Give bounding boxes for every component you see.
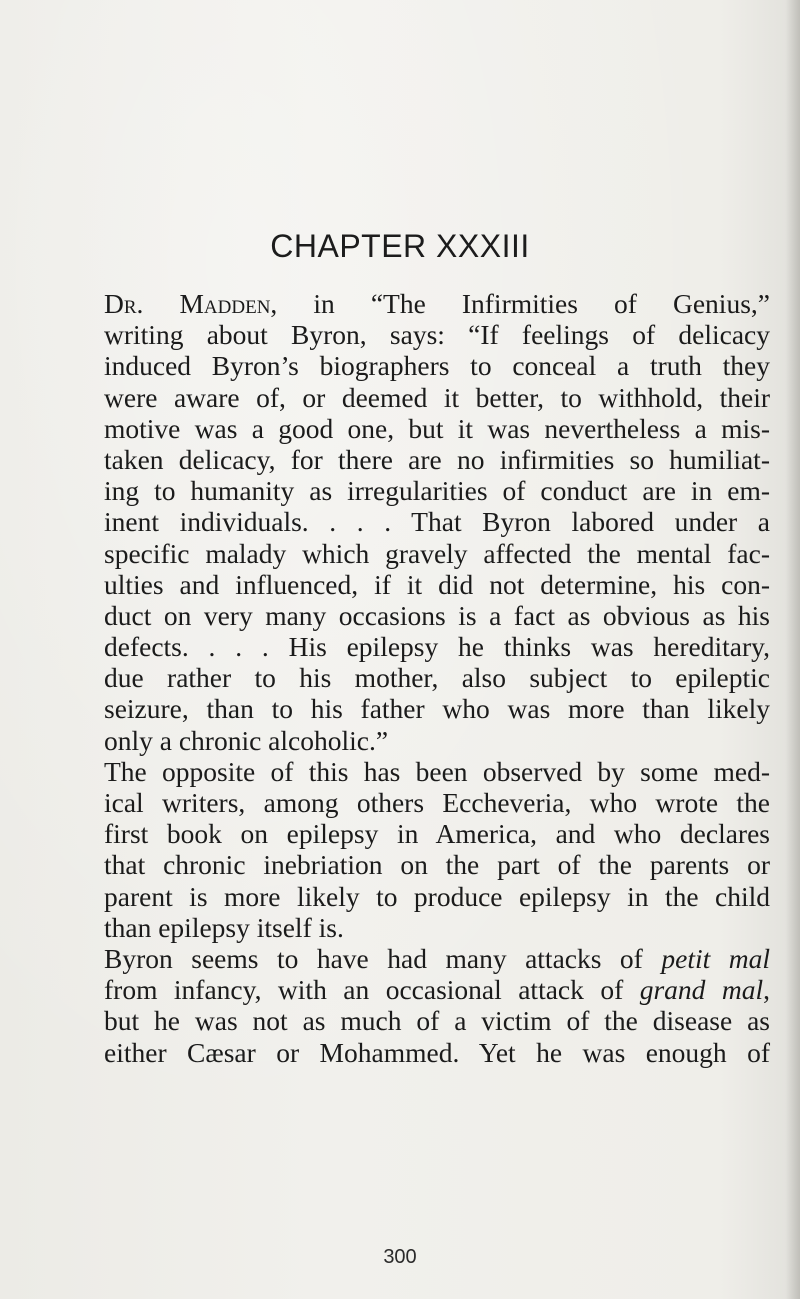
page-number: 300 — [383, 1246, 417, 1268]
text-line: inent individuals. . . . That Byron labored under a — [104, 506, 770, 538]
text-line: first book on epilepsy in America, and who declares — [104, 818, 770, 850]
text-line: duct on very many occasions is a fact as obvious as his — [104, 599, 770, 631]
text-line: writing about Byron, says: “If feelings of delicacy — [104, 319, 770, 351]
page-edge-shadow — [786, 0, 800, 1299]
text-line: ing to humanity as irregularities of conduct are in em- — [104, 475, 770, 507]
text-line: ulties and influenced, if it did not determine, his con- — [104, 568, 770, 600]
text-line: but he was not as much of a victim of the disease as — [104, 1005, 770, 1037]
text-line: ical writers, among others Eccheveria, who wrote the — [104, 787, 770, 818]
chapter-heading: CHAPTER XXXIII — [270, 228, 530, 264]
text-line: either Cæsar or Mohammed. Yet he was enough of — [104, 1036, 770, 1068]
text-line: due rather to his mother, also subject to epileptic — [104, 662, 770, 694]
text-line: motive was a good one, but it was nevertheless a mis- — [104, 412, 770, 444]
text-line: parent is more likely to produce epilepsy in the child — [104, 880, 770, 912]
text-line: than epilepsy itself is. — [104, 911, 344, 943]
text-line: only a chronic alcoholic.” — [104, 724, 389, 756]
text-line: taken delicacy, for there are no infirmities so humiliat- — [104, 443, 770, 475]
text-line: were aware of, or deemed it better, to withhold, their — [104, 381, 770, 413]
text-line: that chronic inebriation on the part of the parents or — [104, 849, 770, 881]
text-line: Dr. Madden, in “The Infirmities of Genius,” — [104, 288, 770, 319]
text-line: Byron seems to have had many attacks of petit mal — [104, 942, 770, 974]
text-line: specific malady which gravely affected the mental fac- — [104, 537, 770, 569]
text-line: defects. . . . His epilepsy he thinks was hereditary, — [104, 631, 770, 663]
text-line: seizure, than to his father who was more than likely — [104, 693, 770, 725]
body-text — [104, 288, 770, 1068]
text-line: The opposite of this has been observed by some med- — [104, 755, 770, 787]
text-line: from infancy, with an occasional attack of grand mal, — [104, 974, 770, 1006]
text-line: induced Byron’s biographers to conceal a truth they — [104, 350, 770, 382]
